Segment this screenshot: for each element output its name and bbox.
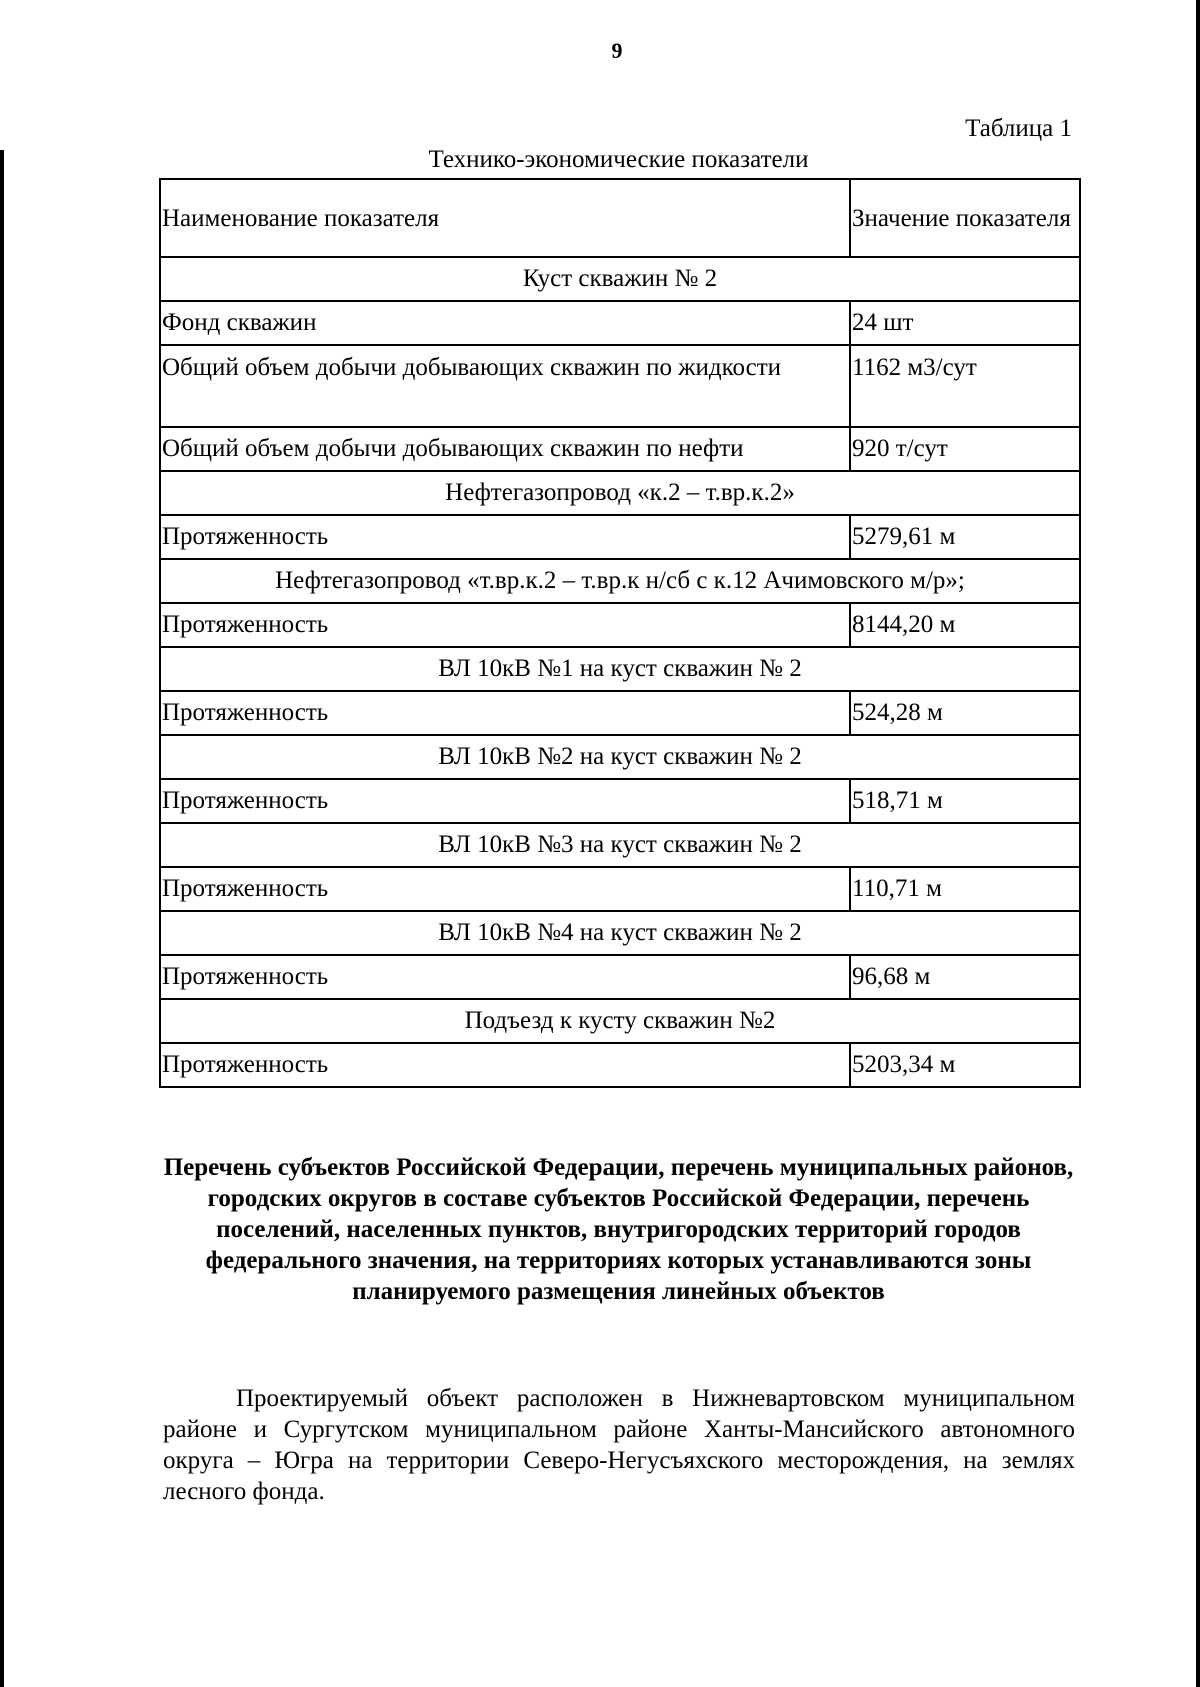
section-title-cell: ВЛ 10кВ №4 на куст скважин № 2 xyxy=(160,911,1080,955)
table-section-row xyxy=(160,471,1080,515)
section-heading: Перечень субъектов Российской Федерации, перечень муниципальных районов, городских округов в составе субъектов Российской Федерации, перечень поселений, населенных пунктов, внутригородских территорий городов федерального значения, на территориях которых устанавливаются зоны планируемого размещения линейных объектов xyxy=(163,1154,1074,1305)
page-number: 9 xyxy=(611,38,623,63)
table-row xyxy=(160,867,1080,911)
section-title-cell: ВЛ 10кВ №1 на куст скважин № 2 xyxy=(160,647,1080,691)
header-value-cell: Значение показателя xyxy=(850,179,1080,257)
table-section-row xyxy=(160,735,1080,779)
indicator-value-cell: 920 т/сут xyxy=(850,427,1080,471)
indicator-name-cell: Общий объем добычи добывающих скважин по нефти xyxy=(160,427,850,471)
section-title-cell: Подъезд к кусту скважин №2 xyxy=(160,999,1080,1043)
indicator-name-cell: Протяженность xyxy=(160,955,850,999)
indicator-name-cell: Протяженность xyxy=(160,515,850,559)
table-section-row xyxy=(160,999,1080,1043)
indicator-value-cell: 24 шт xyxy=(850,301,1080,345)
table-row xyxy=(160,345,1080,427)
indicator-name-cell: Протяженность xyxy=(160,1043,850,1087)
indicator-name-cell: Протяженность xyxy=(160,779,850,823)
section-title-cell: ВЛ 10кВ №3 на куст скважин № 2 xyxy=(160,823,1080,867)
indicator-value-cell: 1162 м3/сут xyxy=(850,345,1080,427)
scan-right-edge xyxy=(1196,0,1200,1687)
table-title: Технико-экономические показатели xyxy=(428,146,809,173)
section-title-cell: Куст скважин № 2 xyxy=(160,257,1080,301)
table-row xyxy=(160,301,1080,345)
indicator-value-cell: 110,71 м xyxy=(850,867,1080,911)
indicator-value-cell: 8144,20 м xyxy=(850,603,1080,647)
table-row xyxy=(160,427,1080,471)
table-row xyxy=(160,515,1080,559)
scan-left-edge xyxy=(0,150,4,1687)
table-row xyxy=(160,955,1080,999)
section-title-cell: Нефтегазопровод «т.вр.к.2 – т.вр.к н/сб с к.12 Ачимовского м/р»; xyxy=(160,559,1080,603)
table-row xyxy=(160,691,1080,735)
table-section-row xyxy=(160,257,1080,301)
section-title-cell: ВЛ 10кВ №2 на куст скважин № 2 xyxy=(160,735,1080,779)
indicator-name-cell: Фонд скважин xyxy=(160,301,850,345)
table-section-row xyxy=(160,559,1080,603)
indicator-name-cell: Протяженность xyxy=(160,603,850,647)
indicator-name-cell: Общий объем добычи добывающих скважин по жидкости xyxy=(160,345,850,427)
header-name-cell: Наименование показателя xyxy=(160,179,850,257)
table-section-row xyxy=(160,911,1080,955)
indicator-name-cell: Протяженность xyxy=(160,691,850,735)
paragraph-text: Проектируемый объект расположен в Нижневартовском муниципальном районе и Сургутском муниципальном районе Ханты-Мансийского автономного округа – Югра на территории Северо-Негусъяхского месторождения, на землях лесного фонда. xyxy=(163,1385,1075,1505)
table-row xyxy=(160,779,1080,823)
indicator-value-cell: 5203,34 м xyxy=(850,1043,1080,1087)
indicator-name-cell: Протяженность xyxy=(160,867,850,911)
table-label: Таблица 1 xyxy=(965,115,1072,142)
table-row xyxy=(160,603,1080,647)
indicator-value-cell: 518,71 м xyxy=(850,779,1080,823)
indicator-value-cell: 96,68 м xyxy=(850,955,1080,999)
table-section-row xyxy=(160,647,1080,691)
section-title-cell: Нефтегазопровод «к.2 – т.вр.к.2» xyxy=(160,471,1080,515)
indicator-value-cell: 5279,61 м xyxy=(850,515,1080,559)
indicators-table xyxy=(159,178,1081,1088)
body-paragraph xyxy=(163,1383,1075,1507)
table-header-row xyxy=(160,179,1080,257)
table-section-row xyxy=(160,823,1080,867)
indicator-value-cell: 524,28 м xyxy=(850,691,1080,735)
table-row xyxy=(160,1043,1080,1087)
